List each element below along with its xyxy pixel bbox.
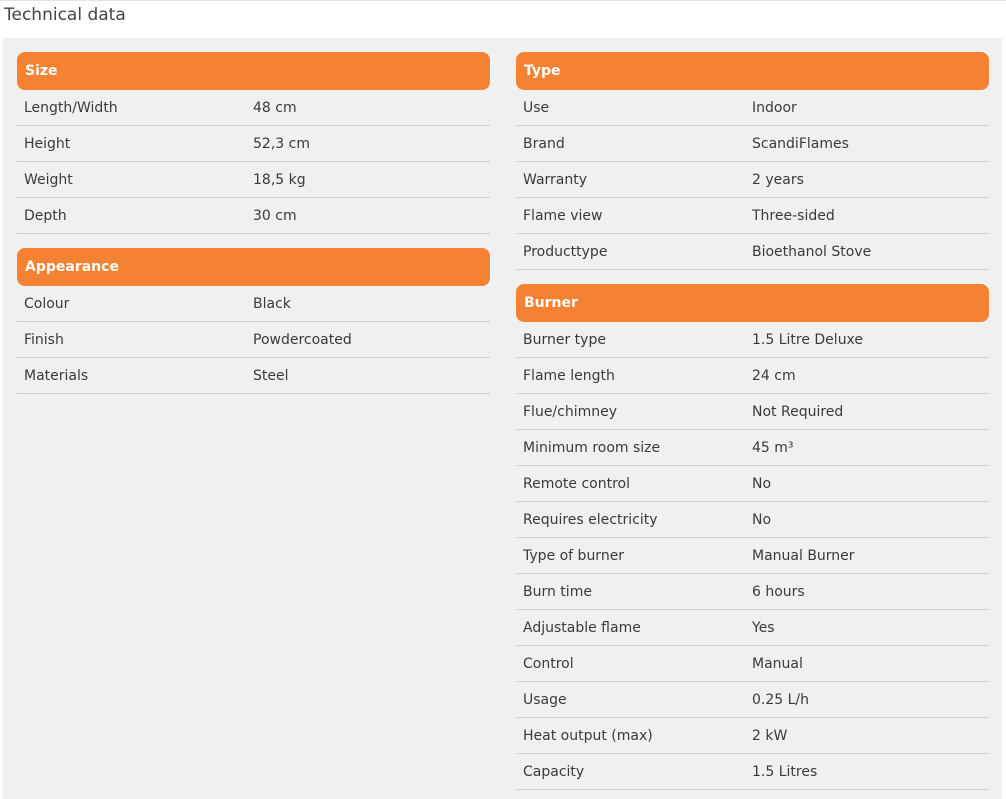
spec-row (17, 126, 490, 162)
spec-row (516, 754, 989, 790)
spec-label: Type of burner (523, 547, 625, 564)
spec-column-left (17, 52, 490, 408)
spec-value: 52,3 cm (253, 135, 310, 152)
spec-label: Usage (523, 691, 567, 708)
spec-row (17, 198, 490, 234)
spec-label: Depth (24, 207, 67, 224)
spec-value: 0.25 L/h (752, 691, 810, 708)
spec-label: Burner type (523, 331, 606, 348)
spec-row (516, 646, 989, 682)
spec-label: Materials (24, 367, 89, 384)
spec-value: Bioethanol Stove (752, 243, 872, 260)
spec-value: Indoor (752, 99, 797, 116)
spec-row (516, 718, 989, 754)
spec-label: Use (523, 99, 550, 116)
spec-label: Warranty (523, 171, 588, 188)
spec-label: Finish (24, 331, 64, 348)
spec-value: No (752, 475, 772, 492)
spec-value: 6 hours (752, 583, 805, 600)
spec-row (516, 162, 989, 198)
spec-value: Black (253, 295, 291, 312)
spec-value: Not Required (752, 403, 844, 420)
spec-label: Length/Width (24, 99, 118, 116)
spec-row (17, 358, 490, 394)
section-header: Appearance (17, 248, 490, 286)
spec-label: Height (24, 135, 71, 152)
spec-label: Flame view (523, 207, 603, 224)
spec-label: Adjustable flame (523, 619, 641, 636)
spec-value: 45 m³ (752, 439, 794, 456)
spec-section-size (17, 52, 490, 234)
spec-value: 2 years (752, 171, 804, 188)
spec-row (17, 162, 490, 198)
spec-row (17, 90, 490, 126)
spec-value: 24 cm (752, 367, 796, 384)
spec-row (516, 90, 989, 126)
spec-value: 48 cm (253, 99, 297, 116)
spec-row (17, 322, 490, 358)
spec-row (516, 430, 989, 466)
spec-section-type (516, 52, 989, 270)
spec-label: Flame length (523, 367, 615, 384)
spec-label: Remote control (523, 475, 630, 492)
spec-value: 30 cm (253, 207, 297, 224)
spec-section-appearance (17, 248, 490, 394)
spec-row (516, 234, 989, 270)
spec-label: Producttype (523, 243, 608, 260)
spec-value: No (752, 511, 772, 528)
spec-row (516, 682, 989, 718)
spec-label: Brand (523, 135, 565, 152)
spec-value: 1.5 Litre Deluxe (752, 331, 864, 348)
spec-panel (3, 38, 1002, 799)
section-header: Size (17, 52, 490, 90)
spec-row (516, 538, 989, 574)
spec-row (516, 502, 989, 538)
spec-value: Steel (253, 367, 289, 384)
section-header: Type (516, 52, 989, 90)
spec-row (516, 610, 989, 646)
spec-value: Manual (752, 655, 803, 672)
spec-label: Heat output (max) (523, 727, 653, 744)
spec-value: 1.5 Litres (752, 763, 818, 780)
spec-value: 18,5 kg (253, 171, 306, 188)
spec-label: Control (523, 655, 574, 672)
spec-column-right (516, 52, 989, 799)
spec-label: Weight (24, 171, 73, 188)
spec-row (516, 358, 989, 394)
spec-value: Three-sided (752, 207, 835, 224)
section-header: Burner (516, 284, 989, 322)
spec-label: Flue/chimney (523, 403, 618, 420)
spec-value: ScandiFlames (752, 135, 849, 152)
spec-row (17, 286, 490, 322)
top-divider (0, 0, 1006, 1)
spec-row (516, 574, 989, 610)
spec-value: 2 kW (752, 727, 788, 744)
spec-value: Manual Burner (752, 547, 855, 564)
spec-label: Requires electricity (523, 511, 658, 528)
spec-row (516, 322, 989, 358)
spec-label: Burn time (523, 583, 592, 600)
spec-value: Powdercoated (253, 331, 352, 348)
spec-label: Colour (24, 295, 70, 312)
spec-value: Yes (752, 619, 775, 636)
spec-row (516, 126, 989, 162)
spec-section-burner (516, 284, 989, 790)
spec-label: Capacity (523, 763, 585, 780)
page-title: Technical data (4, 5, 126, 25)
spec-row (516, 198, 989, 234)
spec-label: Minimum room size (523, 439, 661, 456)
spec-row (516, 394, 989, 430)
spec-row (516, 466, 989, 502)
